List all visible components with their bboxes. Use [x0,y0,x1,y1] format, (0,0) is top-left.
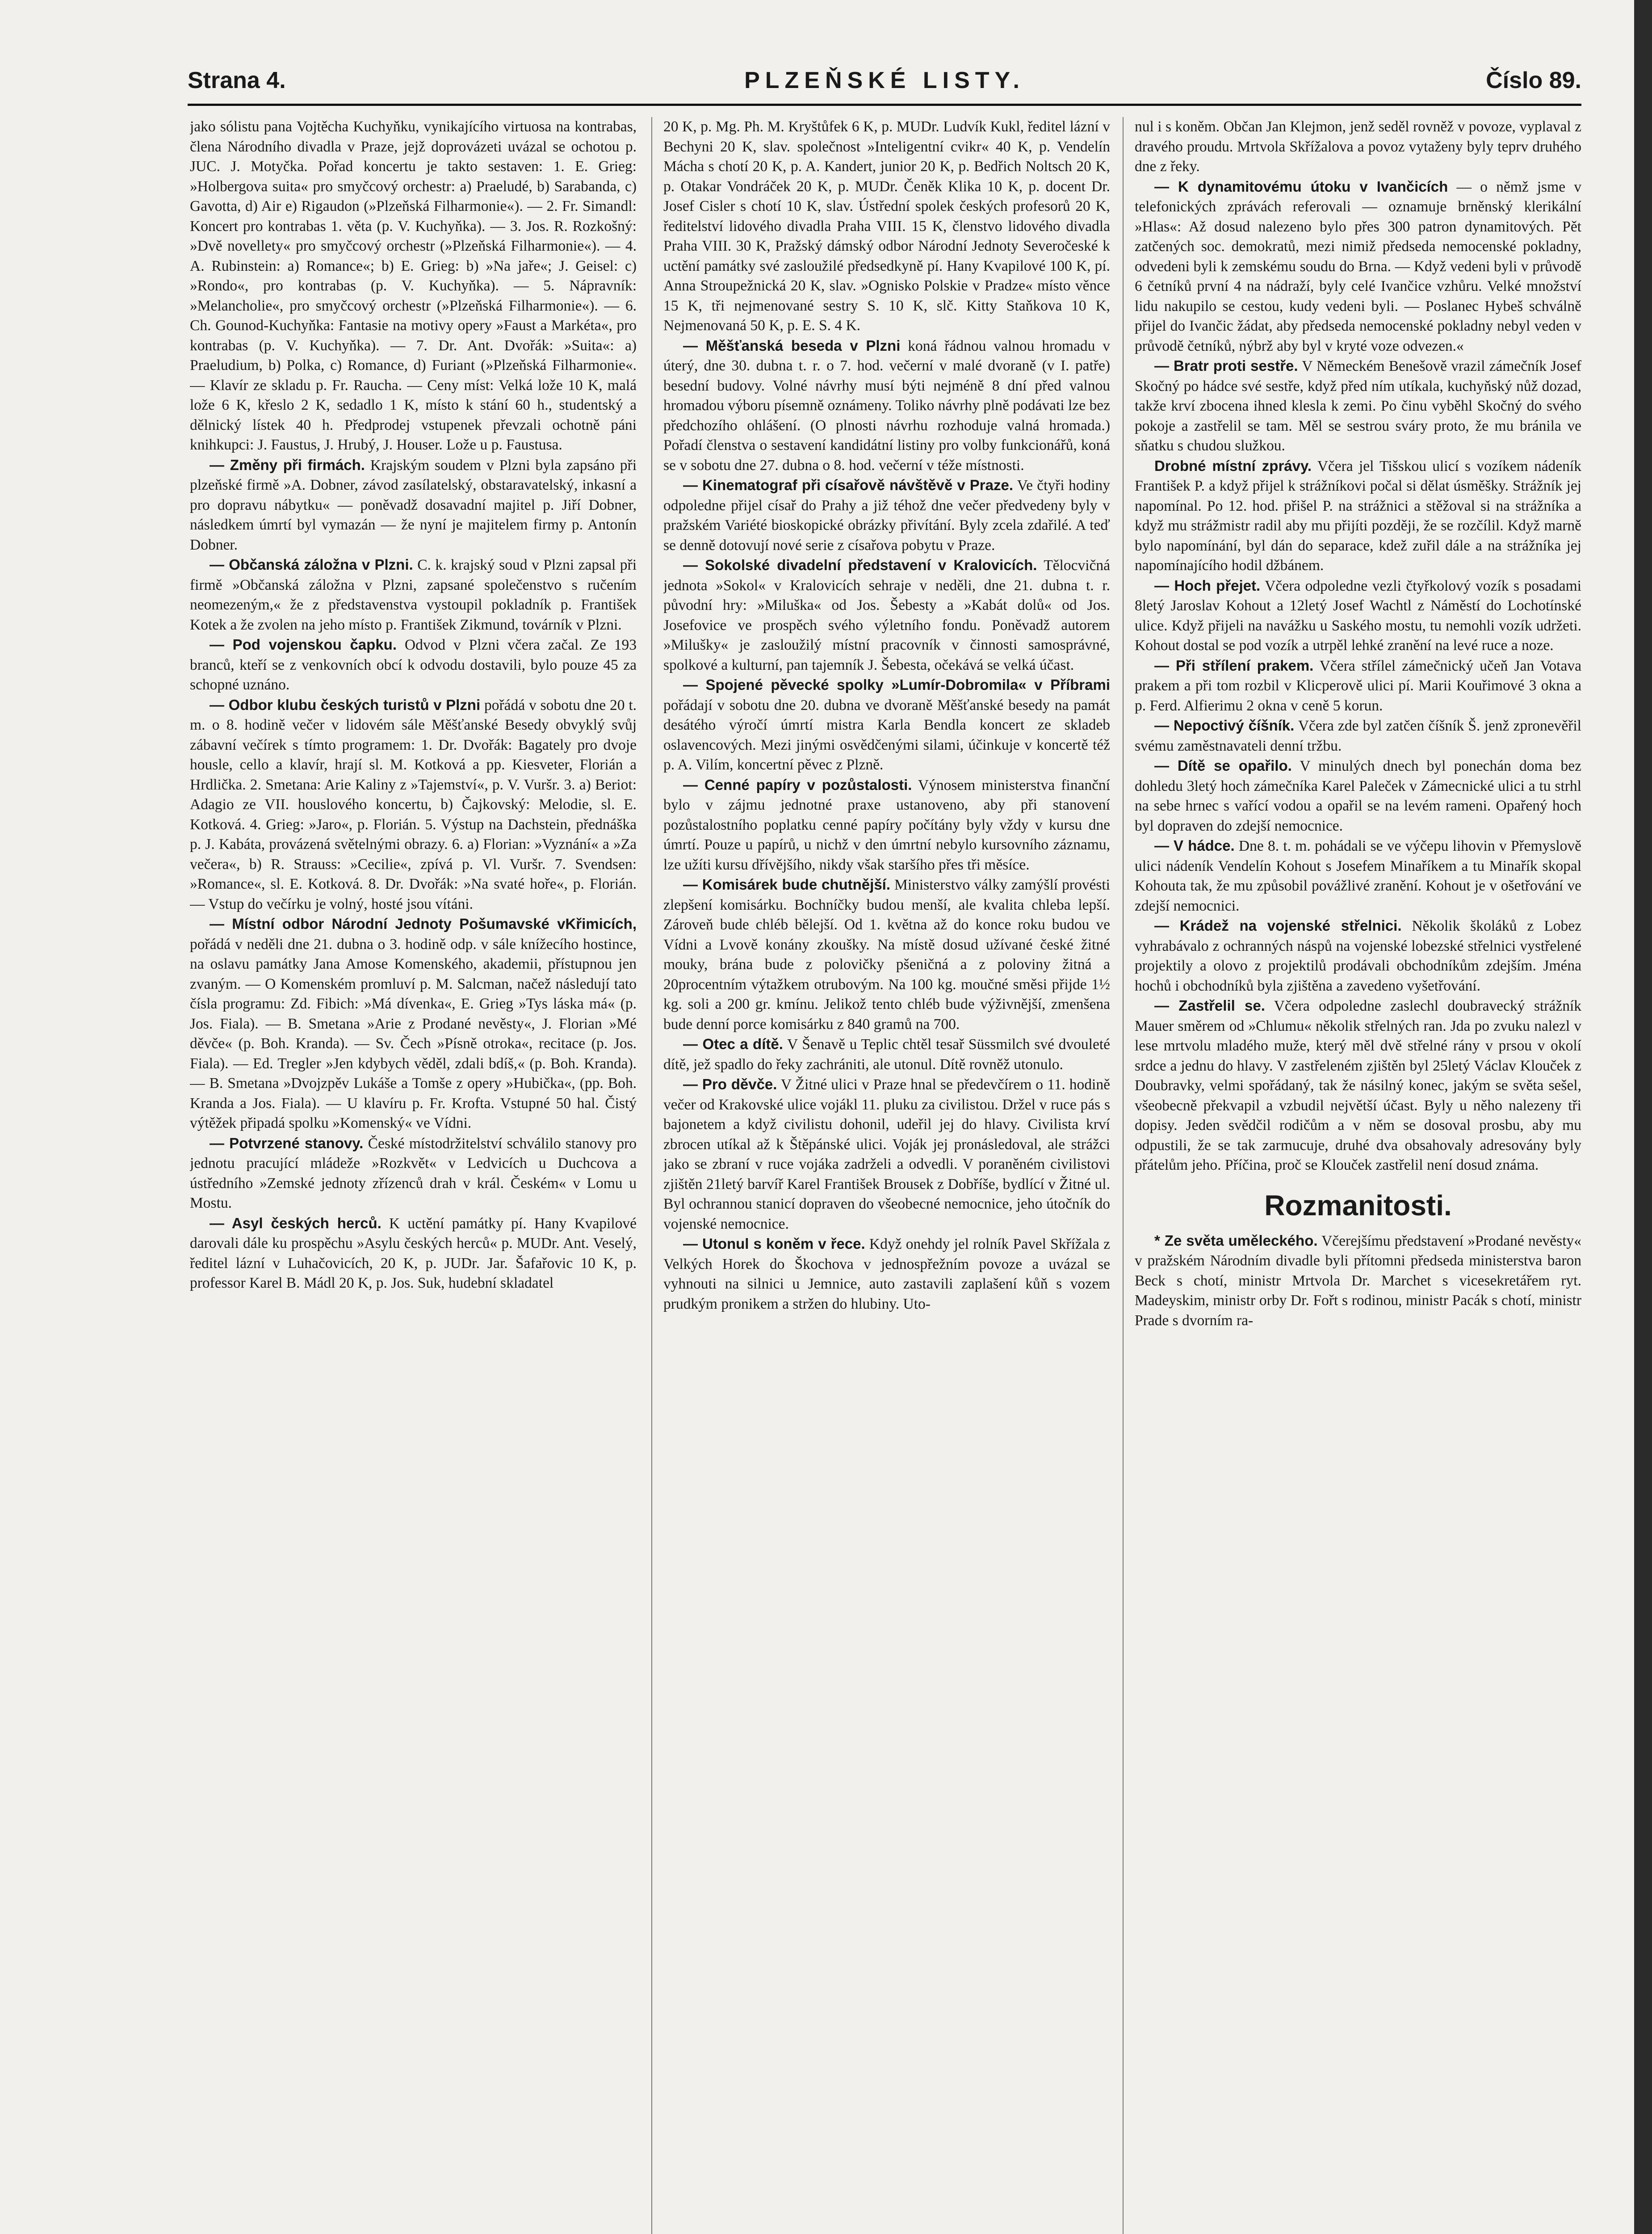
article-paragraph [1135,576,1581,656]
article-text: pořádá v sobotu dne 20 t. m. o 8. hodině večer v lidovém sále Měšťanské Besedy obvyklý svůj zábavní večírek s tímto programem: 1. Dr. Dvořák: Bagately pro dvoje housle, cello a klavír, hrají sl. M. Kotková a pp. Kiesveter, Florián a Hrdlička. 2. Smetana: Arie Kaliny z »Tajemství«, p. V. Vuršr. 3. a) Beriot: Adagio ze VII. houslového koncertu, b) Čajkovský: Melodie, sl. E. Kotková. 4. Grieg: »Jaro«, p. Florián. 5. Výstup na Dachstein, přednáška p. J. Kabáta, provázená světelnými obrazy. 6. a) Florian: »Vyznání« a »Za večera«, b) R. Strauss: »Cecilie«, zpívá p. Vl. Vuršr. 7. Svendsen: »Romance«, sl. E. Kotková. 8. Dr. Dvořák: »Na svaté hoře«, p. Florián. — Vstup do večírku je volný, hosté jsou vítáni. [190,697,637,912]
article-text: Několik školáků z Lobez vyhrabávalo z ochranných náspů na vojenské lobezské střelnici vystřelené projektily a olovo z projektilů prodávali obchodníkům zdejším. Jména hochů i obchodníků byla zjištěna a zavedeno vyšetřování. [1135,918,1581,994]
article-headline: — Cenné papíry v pozůstalosti. [683,776,912,793]
article-paragraph [663,775,1110,875]
article-paragraph [190,555,637,635]
article-headline: — Kinematograf při císařově návštěvě v Praze. [683,477,1013,493]
article-headline: — Odbor klubu českých turistů v Plzni [210,696,481,713]
article-text: Tělocvičná jednota »Sokol« v Kralovicích sehraje v neděli, dne 21. dubna t. r. původní hry: »Miluška« od Jos. Šebesty a »Kabát dolů« od Jos. Josefovice ve prospěch svého výletního fondu. Poněvadž autorem »Milušky« je zasloužilý místní pracovník v činnosti samosprávné, spolkové a kulturní, pan tajemník J. Šebesta, očekává se velká účast. [663,557,1110,673]
article-paragraph [1135,716,1581,756]
article-headline: — Krádež na vojenské střelnici. [1154,917,1402,934]
article-paragraph [190,914,637,1134]
article-text: K uctění památky pí. Hany Kvapilové darovali dále ku prospěchu »Asylu českých herců« p. MUDr. Ant. Veselý, ředitel lázní v Luhačovicích, 20 K, p. JUDr. Jar. Šafařovic 10 K, p. professor Karel B. Mádl 20 K, p. Jos. Suk, hudební skladatel [190,1215,637,1291]
newspaper-title: PLZEŇSKÉ LISTY. [744,67,1025,93]
article-paragraph [1135,836,1581,916]
article-text: V Žitné ulici v Praze hnal se předevčírem o 11. hodině večer od Krakovské ulice vojákl 11. pluku za civilistou. Držel v ruce pás s bajonetem a když civilistu dohonil, udeřil jej do hlavy. Civilista krví zbrocen utíkal až k Štěpánské ulici. Voják jej pronásledoval, ale strážci jako se zbraní v ruce vojáka zadrželi a odvedli. V poraněném civilistovi zjištěn 21letý barvíř Karel František Brousek z Dobříše, bydlící v Žitné ul. Byl ochrannou stanicí dopraven do všeobecné nemocnice, jeho útočník do vojenské nemocnice. [663,1076,1110,1232]
article-headline: — Změny při firmách. [210,456,365,473]
article-headline: — Zastřelil se. [1154,997,1265,1014]
article-paragraph [1135,177,1581,357]
article-text: Krajským soudem v Plzni byla zapsáno při plzeňské firmě »A. Dobner, závod zasílatelský, obstaravatelský, inkasní a pro dopravu nábytku« — poněvadž dosavadní majitel p. Jiří Dobner, následkem úmrtí byl vymazán — že nyní je majitelem firmy p. Antonín Dobner. [190,457,637,553]
article-paragraph [663,336,1110,476]
article-paragraph [190,1214,637,1293]
article-text: Dne 8. t. m. pohádali se ve výčepu lihovin v Přemyslově ulici nádeník Vendelín Kohout s Josefem Minaříkem a tu Minařík skopal Kohouta tak, že mu způsobil povážlivé zranění. Kohout je v ošetřování ve zdejší nemocnici. [1135,838,1581,914]
article-text: koná řádnou valnou hromadu v úterý, dne 30. dubna t. r. o 7. hod. večerní v malé dvoraně (v I. patře) besední budovy. Volné návrhy musí býti nejméně 8 dní před valnou hromadou výboru písemně oznámeny. Toliko návrhy plně podávati lze bez předchozího ohlášení. (O plnosti návrhu rozhoduje valná hromada.) Pořadí členstva o sestavení kandidátní listiny pro volby funkcionářů, koná se v sobotu dne 27. dubna o 8. hod. večerní v téže místnosti. [663,337,1110,474]
article-paragraph [663,117,1110,336]
article-text: Včera zde byl zatčen číšník Š. jenž zpronevěřil svému zaměstnavateli denní tržbu. [1135,718,1581,754]
issue-number-label: Číslo 89. [1486,67,1581,93]
article-paragraph [1135,1231,1581,1331]
article-text: Včera odpoledne vezli čtyřkolový vozík s posadami 8letý Jaroslav Kohout a 12letý Josef Wachtl z Náměstí do Lochotínské ulice. Když přijeli na navážku u Saského mostu, tu nemohli vozík udržeti. Kohout dostal se pod vozík a utrpěl lehké zranění na levé ruce a noze. [1135,577,1581,654]
article-text: C. k. krajský soud v Plzni zapsal při firmě »Občanská záložna v Plzni, zapsané společenstvo s ručením neomezeným,« že z představenstva vystoupil pokladník p. František Kotek a že zvolen na jeho místo p. František Zikmund, továrník v Plzni. [190,557,637,633]
article-text: pořádá v neděli dne 21. dubna o 3. hodině odp. v sále knížecího hostince, na oslavu památky Jana Amose Komenského, akademii, přístupnou jen zvaným. — O Komenském promluví p. M. Salcman, načež následují tato čísla programu: Zd. Fibich: »Má dívenka«, E. Grieg »Tys láska má« (p. Jos. Fiala). — B. Smetana »Arie z Prodané nevěsty«, J. Florian »Mé děvče« (p. Boh. Kranda). — Sv. Čech »Písně otroka«, recitace (p. Jos. Fiala). — Ed. Tregler »Jen kdybych věděl, zdali bdíš,« (p. Boh. Kranda). — B. Smetana »Dvojzpěv Lukáše a Tomše z opery »Hubička«, (pp. Boh. Kranda a Jos. Fiala). — U klavíru p. Fr. Krofta. Vstupné 50 hal. Čistý výtěžek připadá spolku »Komenský« ve Vídni. [190,936,637,1131]
header-rule [188,104,1581,106]
article-text: 20 K, p. Mg. Ph. M. Kryštůfek 6 K, p. MUDr. Ludvík Kukl, ředitel lázní v Bechyni 20 K, slav. společnost »Inteligentní cvikr« 40 K, p. Vendelín Mácha s chotí 20 K, p. A. Kandert, junior 20 K, p. Bedřich Noltsch 20 K, p. Otakar Vondráček 20 K, p. MUDr. Čeněk Klika 10 K, p. docent Dr. Josef Cisler s chotí 10 K, slav. Ústřední spolek českých profesorů 20 K, ředitelství lidového divadla Praha VIII. 15 K, členstvo lidového divadla Praha VIII. 30 K, Pražský dámský odbor Národní Jednoty Severočeské k uctění památky své zasloužilé předsedkyně pí. Hany Kvapilové 100 K, pí. Anna Stroupežnická 20 K, slav. »Ognisko Polskie v Pradze« místo věnce 15 K, tři nejmenované sestry S. 10 K, slč. Kitty Staňkova 10 K, Nejmenovaná 50 K, p. E. S. 4 K. [663,118,1110,334]
article-headline: — Měšťanská beseda v Plzni [683,337,901,354]
article-headline: — V hádce. [1154,837,1235,854]
article-paragraph [1135,456,1581,576]
page-number-label: Strana 4. [188,67,286,93]
article-paragraph [663,555,1110,675]
article-text: Když onehdy jel rolník Pavel Skřížala z Velkých Horek do Škochova v jednospřežním povoze a uvázal se vyhnouti na silnici u Jemnice, auto zastavili zaplašení kůň s vozem prudkým pronikem a stržen do hlubiny. Uto- [663,1236,1110,1312]
article-paragraph [663,1034,1110,1075]
article-headline: — Občanská záložna v Plzni. [210,556,413,573]
article-text: V Šenavě u Teplic chtěl tesař Süssmilch své dvouleté dítě, jež spadlo do řeky zachrániti, ale utonul. Dítě rovněž utonulo. [663,1036,1110,1073]
article-paragraph [1135,996,1581,1176]
article-text: Výnosem ministerstva finanční bylo v zájmu jednotné praxe ustanoveno, aby při stanovení pozůstalostního poplatku cenné papíry počítány byly vždy v kursu dne úmrtí. Pouze u papírů, u nichž v den úmrtní nebylo kursovního záznamu, lze užíti kursu dřívějšího, nikdy však staršího přes tři měsíce. [663,777,1110,873]
column-1 [190,117,637,2234]
article-headline: — Nepoctivý číšník. [1154,717,1295,734]
article-headline: — Komisárek bude chutnější. [683,876,891,893]
page-header [188,67,1581,98]
article-text: pořádají v sobotu dne 20. dubna ve dvoraně Měšťanské besedy na památ desátého výročí úmrtí mistra Karla Bendla koncert ze skladeb oslavencových. Mezi jinými osvědčenými silami, účinkuje v koncertě též p. A. Vilím, koncertní pěvec z Plzně. [663,697,1110,773]
binding-edge [1634,0,1652,2234]
article-headline: — K dynamitovému útoku v Ivančicích [1154,178,1448,195]
article-paragraph [663,875,1110,1034]
article-paragraph [190,635,637,695]
article-headline: — Pro děvče. [683,1076,777,1092]
column-divider [651,117,652,2234]
article-headline: — Místní odbor Národní Jednoty Pošumavské vKřimicích, [210,915,637,932]
article-headline: — Dítě se opařilo. [1154,757,1292,774]
article-headline: — Asyl českých herců. [210,1214,382,1231]
article-paragraph [190,117,637,455]
article-paragraph [663,1234,1110,1314]
article-headline: Drobné místní zprávy. [1154,457,1312,474]
article-text: nul i s koněm. Občan Jan Klejmon, jenž seděl rovněž v povoze, vyplaval z dravého proudu. Mrtvola Skřížalova a povoz vytaženy byly teprv druhého dne z řeky. [1135,118,1581,175]
article-paragraph [1135,656,1581,716]
article-headline: — Hoch přejet. [1154,577,1261,594]
article-paragraph [190,1134,637,1214]
article-paragraph [190,695,637,915]
article-text: Odvod v Plzni včera začal. Ze 193 branců, kteří se z venkovních obcí k odvodu dostavili, bylo pouze 45 za schopné uznáno. [190,637,637,693]
article-text: V minulých dnech byl ponechán doma bez dohledu 3letý hoch zámečníka Karel Paleček v Zámecnické ulici a tu strhl na sebe hrnec s vařící vodou a opařil se na levém rameni. Opařený hoch byl dopraven do zdejší nemocnice. [1135,758,1581,834]
column-divider [1123,117,1124,2234]
article-paragraph [663,1075,1110,1234]
article-headline: — Pod vojenskou čapku. [210,636,397,653]
article-paragraph [663,475,1110,555]
article-paragraph [1135,916,1581,996]
article-headline: — Otec a dítě. [683,1036,783,1052]
article-text: jako sólistu pana Vojtěcha Kuchyňku, vynikajícího virtuosa na kontrabas, člena Národního divadla v Praze, jejž doprovázeti uvázal se ochotou p. JUC. J. Motyčka. Pořad koncertu je takto sestaven: 1. E. Grieg: »Holbergova suita« pro smyčcový orchestr: a) Praeludé, b) Sarabanda, c) Gavotta, d) Air e) Rigaudon (»Plzeňská Filharmonie«). — 2. Fr. Simandl: Koncert pro kontrabas 1. věta (p. V. Kuchyňka). — 3. Jos. R. Rozkošný: »Dvě novellety« pro smyčcový orchestr (»Plzeňská Filharmonie«). — 4. A. Rubinstein: a) Romance«; b) E. Grieg: b) »Na jaře«; J. Geisel: c) »Rondo«, pro kontrabas (p. V. Kuchyňka). — 5. Nápravník: »Melancholie«, pro smyčcový orchestr (»Plzeňská Filharmonie«). — 6. Ch. Gounod-Kuchyňka: Fantasie na motivy opery »Faust a Markéta«, pro kontrabas (p. V. Kuchyňka). — 7. Dr. Ant. Dvořák: »Suita«: a) Praeludium, b) Polka, c) Romance, d) Furiant (»Plzeňská Filharmonie«. — Klavír ze skladu p. Fr. Raucha. — Ceny míst: Velká lože 10 K, malá lože 6 K, křeslo 2 K, sedadlo 1 K, místo k stání 60 h., studentský a dělnický lístek 40 h. Předprodej vstupenek převzali ochotně páni knihkupci: J. Faustus, J. Hrubý, J. Houser. Lože u p. Faustusa. [190,118,637,453]
column-3 [1135,117,1581,2234]
section-title: Rozmanitosti. [1264,1189,1452,1222]
article-headline: — Při střílení prakem. [1154,657,1314,674]
article-headline: * Ze světa uměleckého. [1154,1232,1318,1249]
article-text: Ve čtyři hodiny odpoledne přijel císař do Prahy a již téhož dne večer předvedeny byly v pražském Variété bioskopické obrázky přivítání. Byly zcela zdařilé. A teď se denně dotovují nové serie z císařova pobytu v Praze. [663,477,1110,554]
article-text: Včera jel Tišskou ulicí s vozíkem nádeník František P. a když přijel k strážníkovi počal si dělat úsměšky. Strážník jej napomínal. Po 12. hod. přišel P. na strážnici a stěžoval si na strážníka a když mu strážmistr radil aby mu přijíti později, že se rozčílil. Když marně bylo napomínání, byl dán do separace, kdež zuřil dále a na strážníka jej napomínajícího hodil džbánem. [1135,458,1581,574]
article-text: České místodržitelství schválilo stanovy pro jednotu pracující mládeže »Rozkvět« v Ledvicích u Duchcova a ústředního »Zemské jednoty zřízenců drah v král. Českém« v Lomu u Mostu. [190,1135,637,1211]
article-headline: — Spojené pěvecké spolky »Lumír-Dobromila« v Příbrami [683,676,1110,693]
article-headline: — Utonul s koněm v řece. [683,1235,865,1252]
article-paragraph [1135,117,1581,177]
article-paragraph [663,675,1110,775]
article-headline: — Potvrzené stanovy. [210,1134,364,1151]
article-headline: — Sokolské divadelní představení v Kralovicích. [683,557,1037,573]
article-text: Včerejšímu představení »Prodané nevěsty« v pražském Národním divadle byli přítomni předseda ministerstva baron Beck s chotí, ministr Mrtvola Dr. Marchet s vicesekretářem ryt. Madeyskim, ministr orby Dr. Fořt s rodinou, ministr Pacák s chotí, ministr Prade s dvorním ra- [1135,1232,1581,1329]
article-paragraph [1135,756,1581,836]
article-paragraph [1135,356,1581,456]
column-2 [663,117,1110,2234]
article-text: V Německém Benešově vrazil zámečník Josef Skočný po hádce své sestře, když před ním utíkala, kuchyňský nůž dozad, takže krví zbocena ihned klesla k zemi. Po činu vyběhl Skočný do svého pokoje a zastřelil se tam. Měl se sestrou sváry proto, že mu bránila ve sňatku s chudou služkou. [1135,358,1581,454]
article-headline: — Bratr proti sestře. [1154,357,1298,374]
article-text: — o němž jsme v telefonických zprávách referovali — oznamuje brněnský klerikální »Hlas«: Až dosud nalezeno bylo přes 300 patron dynamitových. Pět zatčených soc. demokratů, mezi nimiž předseda nemocenské pokladny, odvedeni byli k zemskému soudu do Brna. — Když vedeni byli v průvodě 6 četníků první 4 na nádraží, byly celé Ivančice vzhůru. Velké množství lidu nakupilo se cestou, kudy vedeni byli. — Poslanec Hybeš schválně přijel do Ivančic žádat, aby předseda nemocenské pokladny nebyl veden v průvodě četníků, nýbrž aby byl v kryté voze odvezen.« [1135,178,1581,354]
article-text: Včera střílel zámečnický učeň Jan Votava prakem a při tom rozbil v Klicperově ulici pí. Marii Kouřimové 3 okna a p. Ferd. Alfierimu 2 okna v ceně 5 korun. [1135,657,1581,714]
article-paragraph [190,455,637,555]
article-text: Ministerstvo války zamýšlí provésti zlepšení komisárku. Bochníčky budou menší, ale kvalita chleba lepší. Zároveň bude chléb bělejší. Od 1. května až do konce roku budou ve Vídni a Lvově konány zkoušky. Na místě dosud užívané české žitné mouky, brána bude z polovičky pšeničná a z poloviny žitná a 20procentním výtažkem otrubovým. Na 100 kg. moučné směsi přijde 1½ kg. soli a 200 gr. kmínu. Jelikož tento chléb bude výživnější, zmenšena bude denní porce komisárku z 840 gramů na 700. [663,877,1110,1033]
article-text: Včera odpoledne zaslechl doubravecký strážník Mauer směrem od »Chlumu« několik střelných ran. Jda po zvuku nalezl v lese mrtvolu mladého muže, který měl dvě střelné rány v prsou v okolí srdce a jednu do hlavy. V zastřeleném zjištěn byl 25letý Václav Klouček z Doubravky, velmi spořádaný, tak že násilný konec, jakým se světa sešel, všeobecně překvapil a vzbudil největší účast. Byly u něho nalezeny tři dopisy. Jeden svědčil rodičům a v něm se dosoval prosbu, aby mu odpustili, že se tak zarmucuje, druhé dva obsahovaly adresovány byly přátelům jeho. Příčina, proč se Klouček zastřelil není dosud známa. [1135,998,1581,1173]
